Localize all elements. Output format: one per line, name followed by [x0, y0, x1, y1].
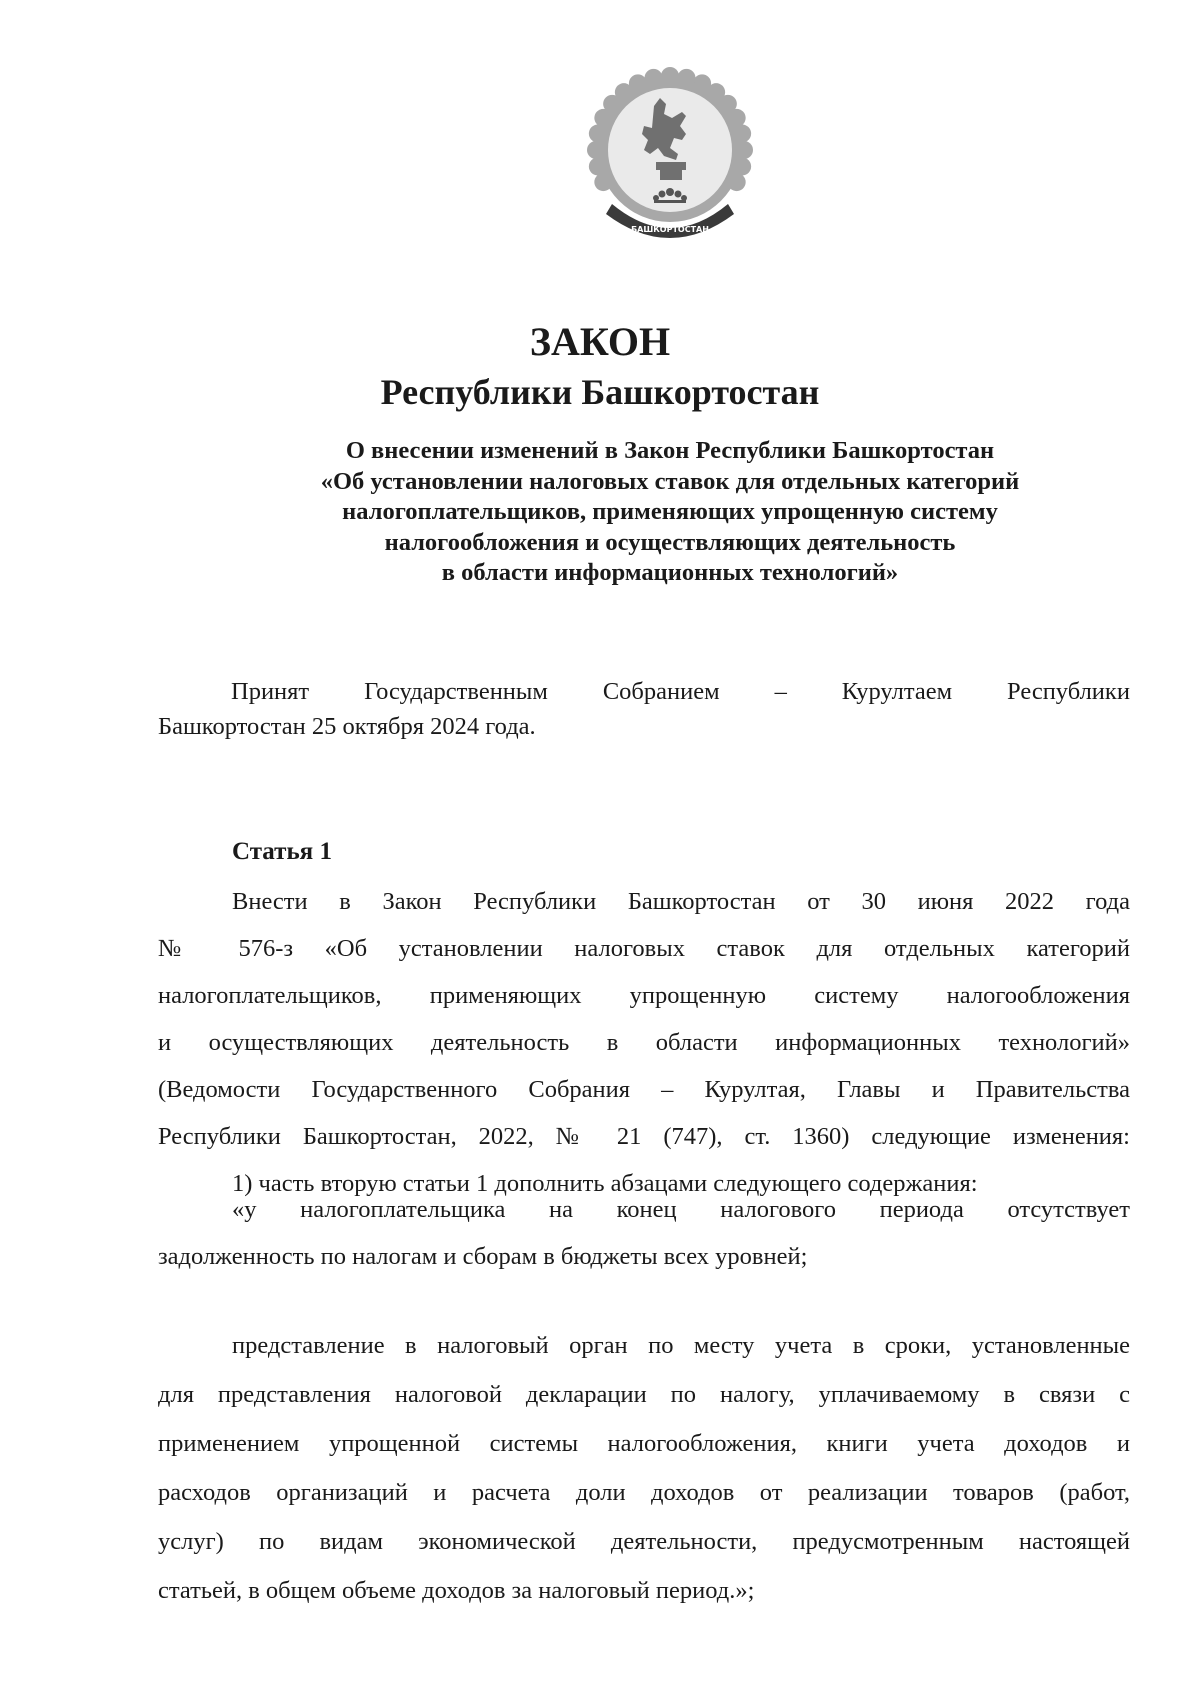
paragraph-line: применением упрощенной системы налогообложения, книги учета доходов и	[158, 1430, 1130, 1457]
adoption-word: Республики	[1007, 678, 1130, 705]
paragraph-line: Внести в Закон Республики Башкортостан от 30 июня 2022 года	[232, 888, 1130, 915]
coat-of-arms-of-bashkortostan-icon	[584, 66, 756, 252]
paragraph-line: «у налогоплательщика на конец налогового периода отсутствует	[232, 1196, 1130, 1223]
adoption-word: Собранием	[602, 678, 720, 705]
paragraph-line: статьей, в общем объеме доходов за налоговый период.»;	[158, 1577, 755, 1604]
adoption-word: Принят	[231, 678, 310, 705]
paragraph-line: расходов организаций и расчета доли доходов от реализации товаров (работ,	[158, 1479, 1130, 1506]
paragraph-line: № 576-з «Об установлении налоговых ставок для отдельных категорий	[158, 935, 1130, 962]
subject-line: налогоплательщиков, применяющих упрощенную систему	[342, 498, 998, 525]
paragraph-line: представление в налоговый орган по месту учета в сроки, установленные	[232, 1332, 1130, 1359]
paragraph-line: налогоплательщиков, применяющих упрощенную систему налогообложения	[158, 982, 1130, 1009]
adoption-word: –	[774, 678, 787, 705]
paragraph-line: услуг) по видам экономической деятельности, предусмотренным настоящей	[158, 1528, 1130, 1555]
adoption-line	[158, 674, 1130, 709]
adoption-statement	[158, 674, 1130, 744]
paragraph-line: для представления налоговой декларации по налогу, уплачиваемому в связи с	[158, 1381, 1130, 1408]
list-item: 1) часть вторую статьи 1 дополнить абзацами следующего содержания:	[232, 1170, 978, 1197]
paragraph-line: и осуществляющих деятельность в области информационных технологий»	[158, 1029, 1130, 1056]
law-jurisdiction: Республики Башкортостан	[380, 372, 820, 412]
adoption-word: Государственным	[364, 678, 548, 705]
adoption-line: Башкортостан 25 октября 2024 года.	[158, 713, 536, 740]
subject-line: в области информационных технологий»	[441, 559, 899, 586]
subject-line: «Об установлении налоговых ставок для отдельных категорий	[320, 467, 1020, 495]
subject-line: налогообложения и осуществляющих деятельность	[384, 528, 956, 556]
article-paragraph	[158, 878, 1130, 1207]
quoted-paragraph	[158, 1186, 1130, 1280]
law-subject	[150, 436, 1190, 589]
adoption-word: Курултаем	[841, 678, 953, 705]
paragraph-line: Республики Башкортостан, 2022, № 21 (747), ст. 1360) следующие изменения:	[158, 1123, 1130, 1150]
quoted-paragraph	[158, 1321, 1130, 1615]
paragraph-line: задолженность по налогам и сборам в бюджеты всех уровней;	[158, 1243, 808, 1270]
paragraph-line: (Ведомости Государственного Собрания – Курултая, Главы и Правительства	[158, 1076, 1130, 1103]
article-heading: Статья 1	[232, 838, 332, 865]
law-title: ЗАКОН	[529, 319, 671, 364]
subject-line: О внесении изменений в Закон Республики Башкортостан	[345, 437, 995, 464]
emblem-ribbon-text: БАШКОРТОСТАН	[631, 225, 709, 234]
